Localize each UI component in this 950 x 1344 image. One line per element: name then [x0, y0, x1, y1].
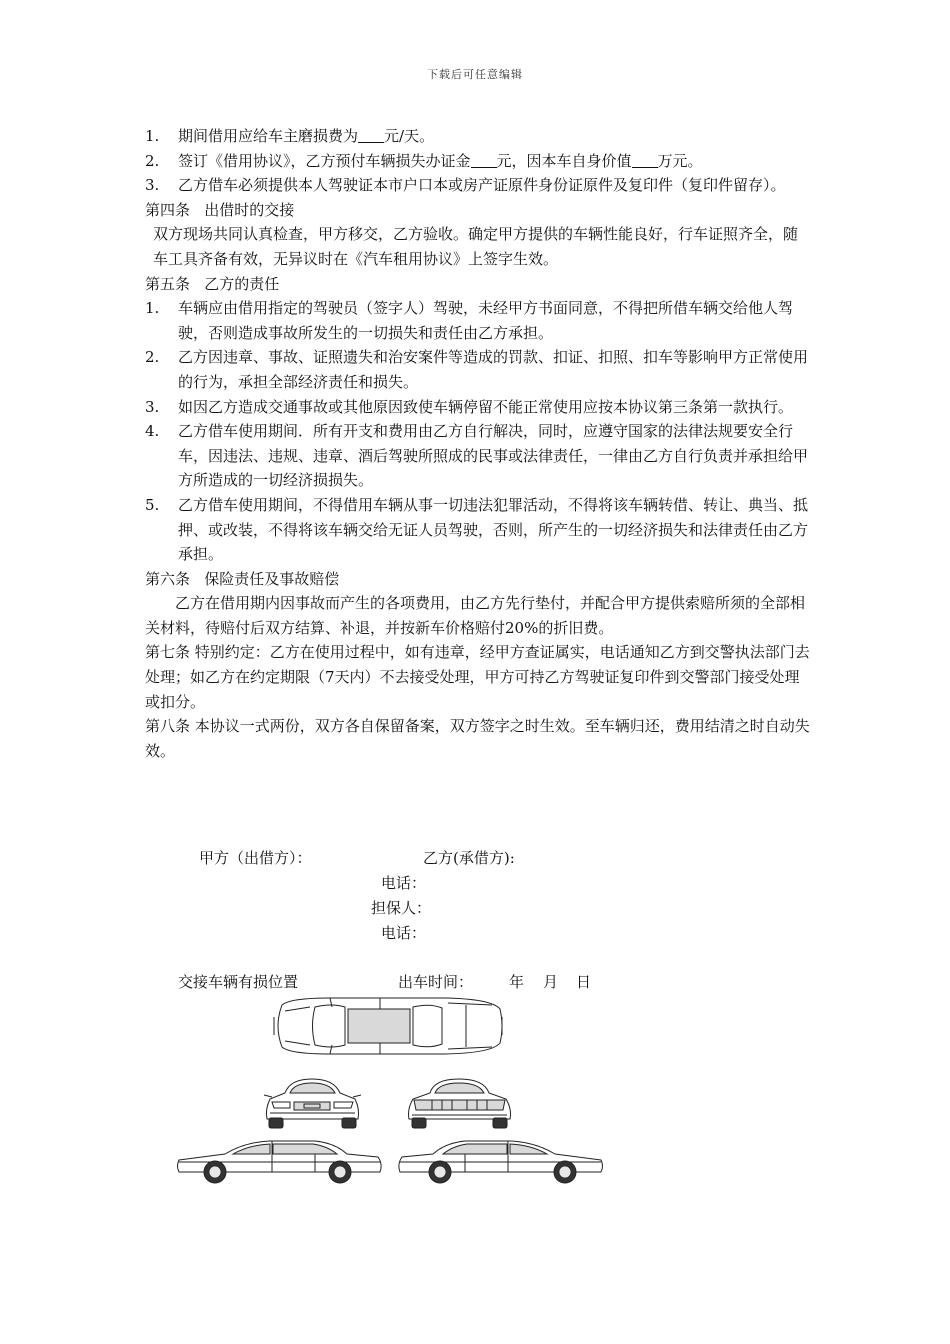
fee-item-1	[145, 124, 810, 149]
item-text: 乙方借车使用期间．所有开支和费用由乙方自行解决，同时，应遵守国家的法律法规要安全行车，因违法、违规、违章、酒后驾驶所照成的民事或法律责任，一律由乙方自行负责并承担给甲方所造成的一切经济损损失。	[178, 422, 809, 490]
article-6-body: 乙方在借用期内因事故而产生的各项费用，由乙方先行垫付，并配合甲方提供索赔所须的全部相关材料，待赔付后双方结算、补退，并按新车价格赔付20%的折旧费。	[145, 594, 806, 637]
item-text: 万元。	[657, 151, 703, 170]
party-b-label: 乙方(承借方):	[423, 849, 515, 867]
item-text: 乙方借车使用期间，不得借用车辆从事一切违法犯罪活动，不得将该车辆转借、转让、典当、抵押、或改装，不得将该车辆交给无证人员驾驶，否则，所产生的一切经济损失和法律责任由乙方承担。	[178, 495, 809, 564]
departure-time-label: 出车时间：	[398, 973, 474, 991]
phone-label-2: 电话：	[381, 924, 427, 942]
responsibility-item-4	[145, 419, 810, 493]
party-a-label: 甲方（出借方）：	[199, 849, 312, 867]
article-5-title: 第五条 乙方的责任	[145, 274, 280, 293]
item-number: 4.	[145, 422, 160, 441]
blank-field	[632, 153, 658, 168]
article-6-title: 第六条 保险责任及事故赔偿	[145, 569, 340, 588]
car-left-side-view-diagram	[175, 1138, 385, 1186]
day-label: 日	[576, 973, 592, 991]
responsibility-item-3	[145, 395, 810, 420]
blank-field	[358, 128, 384, 143]
article-4-body: 双方现场共同认真检查，甲方移交，乙方验收。确定甲方提供的车辆性能良好，行车证照齐全，随车工具齐备有效，无异议时在《汽车租用协议》上签字生效。	[153, 225, 799, 268]
month-label: 月	[543, 973, 559, 991]
car-rear-view-diagram	[402, 1075, 517, 1131]
item-text: 期间借用应给车主磨损费为	[178, 127, 359, 145]
blank-field	[471, 153, 497, 168]
item-text: 元/天。	[384, 127, 435, 145]
item-text: 元，因本车自身价值	[496, 151, 632, 170]
guarantor-label: 担保人：	[371, 899, 432, 917]
item-number: 3.	[145, 176, 160, 195]
fee-item-2	[145, 149, 810, 174]
item-number: 5.	[145, 495, 160, 514]
phone-label-1: 电话：	[381, 874, 427, 892]
item-text: 乙方因违章、事故、证照遗失和治安案件等造成的罚款、扣证、扣照、扣车等影响甲方正常使用的行为，承担全部经济责任和损失。	[178, 348, 809, 391]
item-number: 1.	[145, 127, 160, 145]
item-number: 1.	[145, 299, 160, 318]
car-right-side-view-diagram	[395, 1138, 605, 1186]
responsibility-item-2	[145, 345, 810, 394]
item-text: 车辆应由借用指定的驾驶员（签字人）驾驶，未经甲方书面同意，不得把所借车辆交给他人驾驶，否则造成事故所发生的一切损失和责任由乙方承担。	[178, 299, 794, 342]
article-8: 第八条 本协议一式两份，双方各自保留备案，双方签字之时生效。至车辆归还，费用结清之时自动失效。	[145, 717, 810, 760]
item-number: 2.	[145, 151, 160, 170]
agreement-body	[145, 124, 810, 763]
article-4-title: 第四条 出借时的交接	[145, 200, 295, 219]
responsibility-item-5	[145, 493, 810, 567]
fee-item-3	[145, 173, 810, 198]
item-text: 签订《借用协议》，乙方预付车辆损失办证金	[178, 151, 471, 170]
page-header: 下载后可任意编辑	[427, 68, 523, 81]
year-label: 年	[509, 973, 525, 991]
car-top-view-diagram	[270, 995, 505, 1057]
damage-location-label: 交接车辆有损位置	[178, 973, 299, 991]
article-7: 第七条 特别约定：乙方在使用过程中，如有违章，经甲方查证属实，电话通知乙方到交警执法部门去处理；如乙方在约定期限（7天内）不去接受处理，甲方可持乙方驾驶证复印件到交警部门接受处理或扣分。	[145, 643, 810, 711]
item-number: 2.	[145, 348, 160, 367]
item-text: 乙方借车必须提供本人驾驶证本市户口本或房产证原件身份证原件及复印件（复印件留存）。	[178, 176, 786, 195]
responsibility-item-1	[145, 296, 810, 345]
item-text: 如因乙方造成交通事故或其他原因致使车辆停留不能正常使用应按本协议第三条第一款执行。	[178, 397, 794, 416]
car-front-view-diagram	[260, 1075, 365, 1131]
item-number: 3.	[145, 397, 160, 416]
